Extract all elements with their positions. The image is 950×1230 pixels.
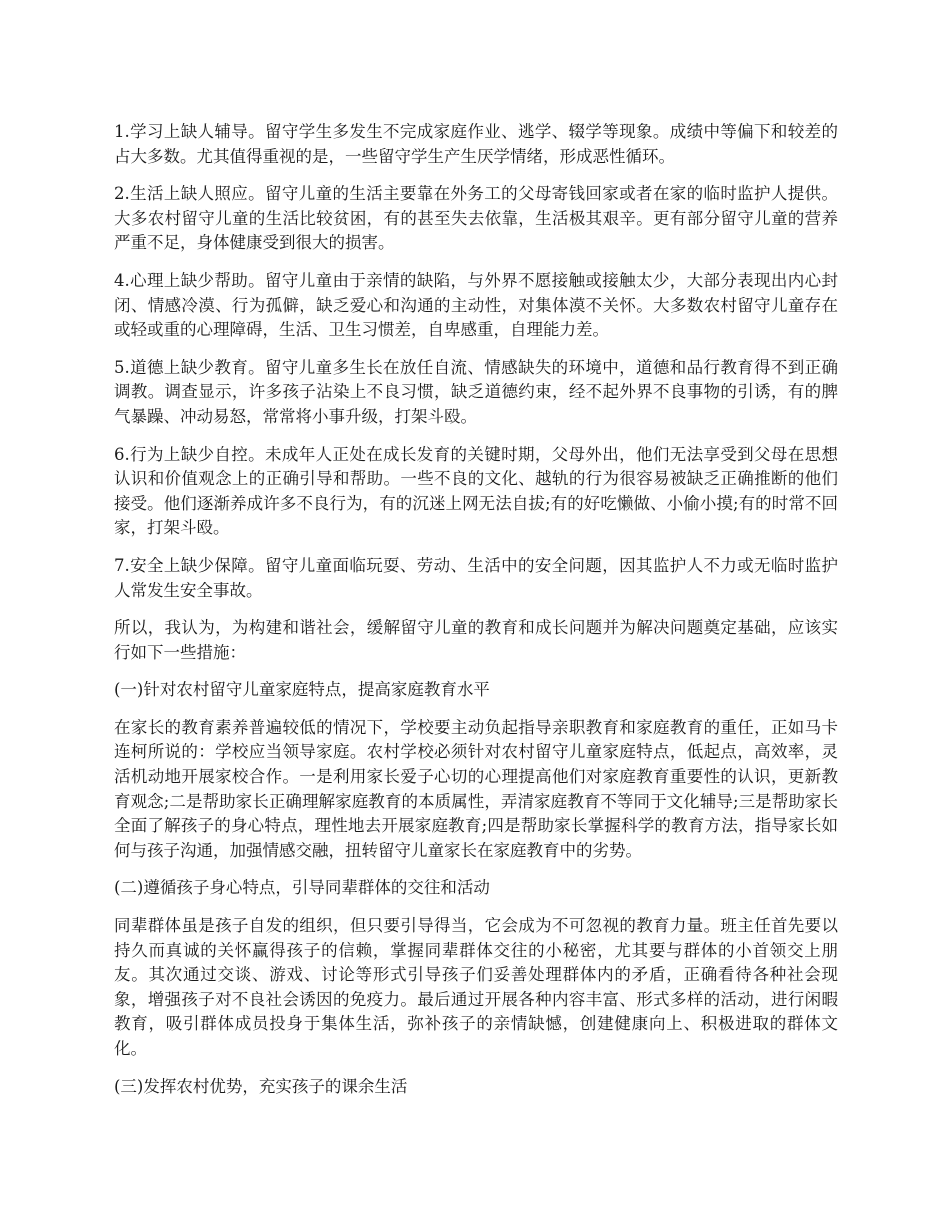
section-heading-rural-advantages: (三)发挥农村优势，充实孩子的课余生活 <box>114 1076 408 1096</box>
section-heading-peer-groups: (二)遵循孩子身心特点，引导同辈群体的交往和活动 <box>114 878 490 898</box>
paragraph-peer-groups: 同辈群体虽是孩子自发的组织，但只要引导得当，它会成为不可忽视的教育力量。班主任首先要以持久而真诚的关怀赢得孩子的信赖，掌握同辈群体交往的小秘密，尤其要与群体的小首领交上朋友。其次通过交谈、游戏、讨论等形式引导孩子们妥善处理群体内的矛盾，正确看待各种社会现象，增强孩子对不良社会诱因的免疫力。最后通过开展各种内容丰富、形式多样的活动，进行闲暇教育，吸引群体成员投身于集体生活，弥补孩子的亲情缺憾，创建健康向上、积极进取的群体文化。 <box>114 916 838 1058</box>
section-heading-family-education: (一)针对农村留守儿童家庭特点，提高家庭教育水平 <box>114 680 490 700</box>
paragraph-morality: 5.道德上缺少教育。留守儿童多生长在放任自流、情感缺失的环境中，道德和品行教育得不到正确调教。调查显示，许多孩子沾染上不良习惯，缺乏道德约束，经不起外界不良事物的引诱，有的脾气暴躁、冲动易怒，常常将小事升级，打架斗殴。 <box>114 357 838 426</box>
paragraph-measures-intro: 所以，我认为，为构建和谐社会，缓解留守儿童的教育和成长问题并为解决问题奠定基础，应该实行如下一些措施： <box>114 618 838 662</box>
paragraph-living: 2.生活上缺人照应。留守儿童的生活主要靠在外务工的父母寄钱回家或者在家的临时监护人提供。大多农村留守儿童的生活比较贫困，有的甚至失去依靠，生活极其艰辛。更有部分留守儿童的营养严重不足，身体健康受到很大的损害。 <box>114 184 838 253</box>
paragraph-behavior: 6.行为上缺少自控。未成年人正处在成长发育的关键时期，父母外出，他们无法享受到父母在思想认识和价值观念上的正确引导和帮助。一些不良的文化、越轨的行为很容易被缺乏正确推断的他们接受。他们逐渐养成许多不良行为，有的沉迷上网无法自拔;有的好吃懒做、小偷小摸;有的时常不回家，打架斗殴。 <box>114 444 838 538</box>
paragraph-safety: 7.安全上缺少保障。留守儿童面临玩耍、劳动、生活中的安全问题，因其监护人不力或无临时监护人常发生安全事故。 <box>114 555 838 600</box>
paragraph-learning: 1.学习上缺人辅导。留守学生多发生不完成家庭作业、逃学、辍学等现象。成绩中等偏下和较差的占大多数。尤其值得重视的是，一些留守学生产生厌学情绪，形成恶性循环。 <box>114 122 838 166</box>
paragraph-family-education: 在家长的教育素养普遍较低的情况下，学校要主动负起指导亲职教育和家庭教育的重任，正如马卡连柯所说的：学校应当领导家庭。农村学校必须针对农村留守儿童家庭特点，低起点，高效率，灵活机动地开展家校合作。一是利用家长爱子心切的心理提高他们对家庭教育重要性的认识，更新教育观念;二是帮助家长正确理解家庭教育的本质属性，弄清家庭教育不等同于文化辅导;三是帮助家长全面了解孩子的身心特点，理性地去开展家庭教育;四是帮助家长掌握科学的教育方法，指导家长如何与孩子沟通，加强情感交融，扭转留守儿童家长在家庭教育中的劣势。 <box>114 717 838 860</box>
paragraph-psychology: 4.心理上缺少帮助。留守儿童由于亲情的缺陷，与外界不愿接触或接触太少，大部分表现出内心封闭、情感冷漠、行为孤僻，缺乏爱心和沟通的主动性，对集体漠不关怀。大多数农村留守儿童存在或轻或重的心理障碍，生活、卫生习惯差，自卑感重，自理能力差。 <box>114 270 838 340</box>
document-body <box>114 120 838 1112</box>
